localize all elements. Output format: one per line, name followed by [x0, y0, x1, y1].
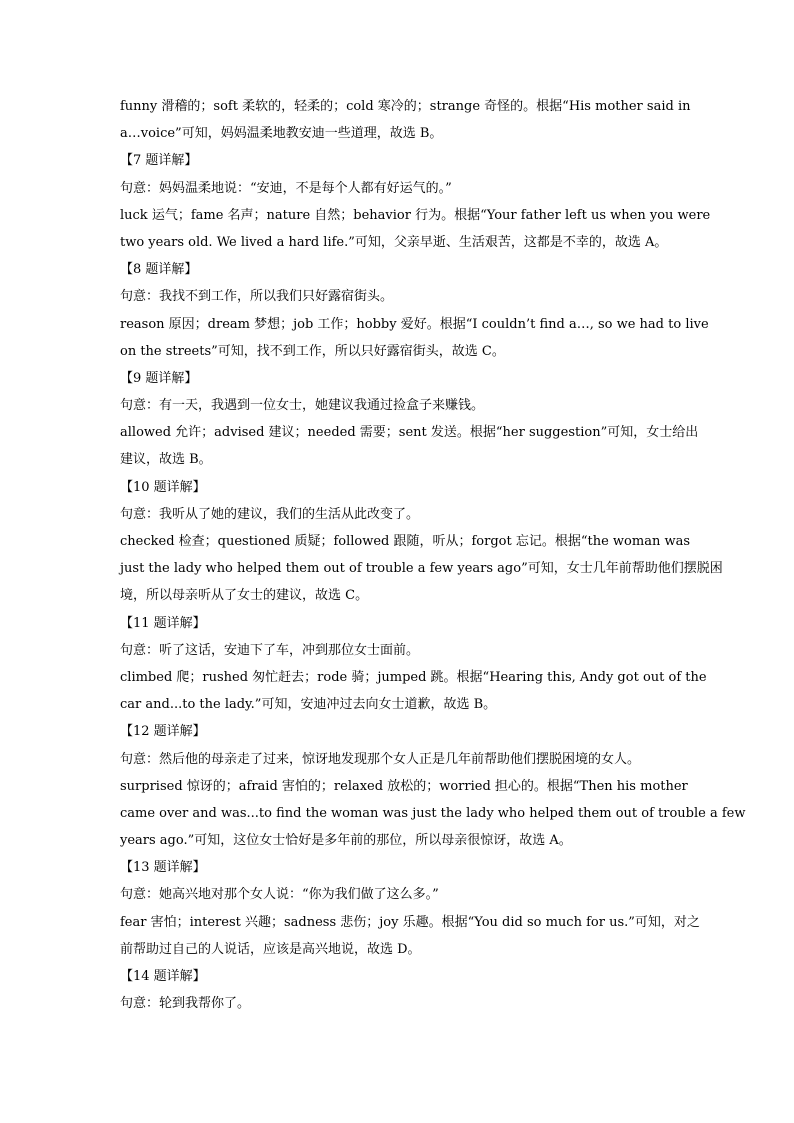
text-line: 句意：妈妈温柔地说：“安迪，不是每个人都有好运气的。”: [120, 180, 452, 196]
text-line: on the streets”可知，找不到工作，所以只好露宿街头，故选 C。: [120, 343, 505, 359]
text-line: a…voice”可知，妈妈温柔地教安迪一些道理，故选 B。: [120, 126, 443, 142]
text-line: just the lady who helped them out of trouble a few years ago”可知，女士几年前帮助他们摆脱困: [120, 561, 723, 577]
text-line: 前帮助过自己的人说话，应该是高兴地说，故选 D。: [120, 941, 421, 957]
text-line: years ago.”可知，这位女士恰好是多年前的那位，所以母亲很惊讶，故选 A。: [120, 833, 572, 849]
text-line: luck 运气；fame 名声；nature 自然；behavior 行为。根据“Your father left us when you were: [120, 207, 711, 223]
document-body: [120, 93, 746, 1017]
section-heading: 【10 题详解】: [120, 479, 206, 495]
text-line: reason 原因；dream 梦想；job 工作；hobby 爱好。根据“I couldn’t find a…, so we had to live: [120, 316, 709, 332]
text-line: checked 检查；questioned 质疑；followed 跟随，听从；forgot 忘记。根据“the woman was: [120, 534, 691, 549]
text-line: 句意：我找不到工作，所以我们只好露宿街头。: [120, 289, 394, 305]
text-line: car and...to the lady.”可知，安迪冲过去向女士道歉，故选 B。: [120, 697, 497, 713]
text-line: 句意：然后他的母亲走了过来，惊讶地发现那个女人正是几年前帮助他们摆脱困境的女人。: [120, 751, 641, 767]
section-heading: 【13 题详解】: [120, 860, 206, 876]
text-line: funny 滑稽的；soft 柔软的，轻柔的；cold 寒冷的；strange 奇怪的。根据“His mother said in: [120, 99, 691, 114]
text-line: 句意：她高兴地对那个女人说：“你为我们做了这么多。”: [120, 887, 439, 903]
text-line: surprised 惊讶的；afraid 害怕的；relaxed 放松的；worried 担心的。根据“Then his mother: [120, 778, 688, 794]
section-heading: 【12 题详解】: [120, 724, 206, 740]
section-heading: 【11 题详解】: [120, 615, 206, 631]
text-line: came over and was...to find the woman was just the lady who helped them out of trouble a few: [120, 805, 746, 821]
text-line: two years old. We lived a hard life.”可知，父亲早逝、生活艰苦，这都是不幸的，故选 A。: [120, 234, 668, 250]
text-line: 句意：有一天，我遇到一位女士，她建议我通过捡盒子来赚钱。: [120, 398, 485, 414]
section-heading: 【9 题详解】: [120, 370, 198, 386]
text-line: 境，所以母亲听从了女士的建议，故选 C。: [120, 588, 369, 604]
text-line: allowed 允许；advised 建议；needed 需要；sent 发送。根据“her suggestion”可知，女士给出: [120, 425, 699, 441]
text-line: fear 害怕；interest 兴趣；sadness 悲伤；joy 乐趣。根据“You did so much for us.”可知，对之: [120, 914, 700, 930]
section-heading: 【7 题详解】: [120, 153, 198, 169]
text-line: 句意：听了这话，安迪下了车，冲到那位女士面前。: [120, 642, 420, 658]
section-heading: 【8 题详解】: [120, 262, 198, 278]
text-line: 句意：我听从了她的建议，我们的生活从此改变了。: [120, 506, 420, 522]
section-heading: 【14 题详解】: [120, 969, 206, 984]
text-line: climbed 爬；rushed 匆忙赶去；rode 骑；jumped 跳。根据“Hearing this, Andy got out of the: [120, 669, 707, 685]
text-line: 建议，故选 B。: [120, 452, 212, 468]
text-line: 句意：轮到我帮你了。: [120, 996, 251, 1012]
